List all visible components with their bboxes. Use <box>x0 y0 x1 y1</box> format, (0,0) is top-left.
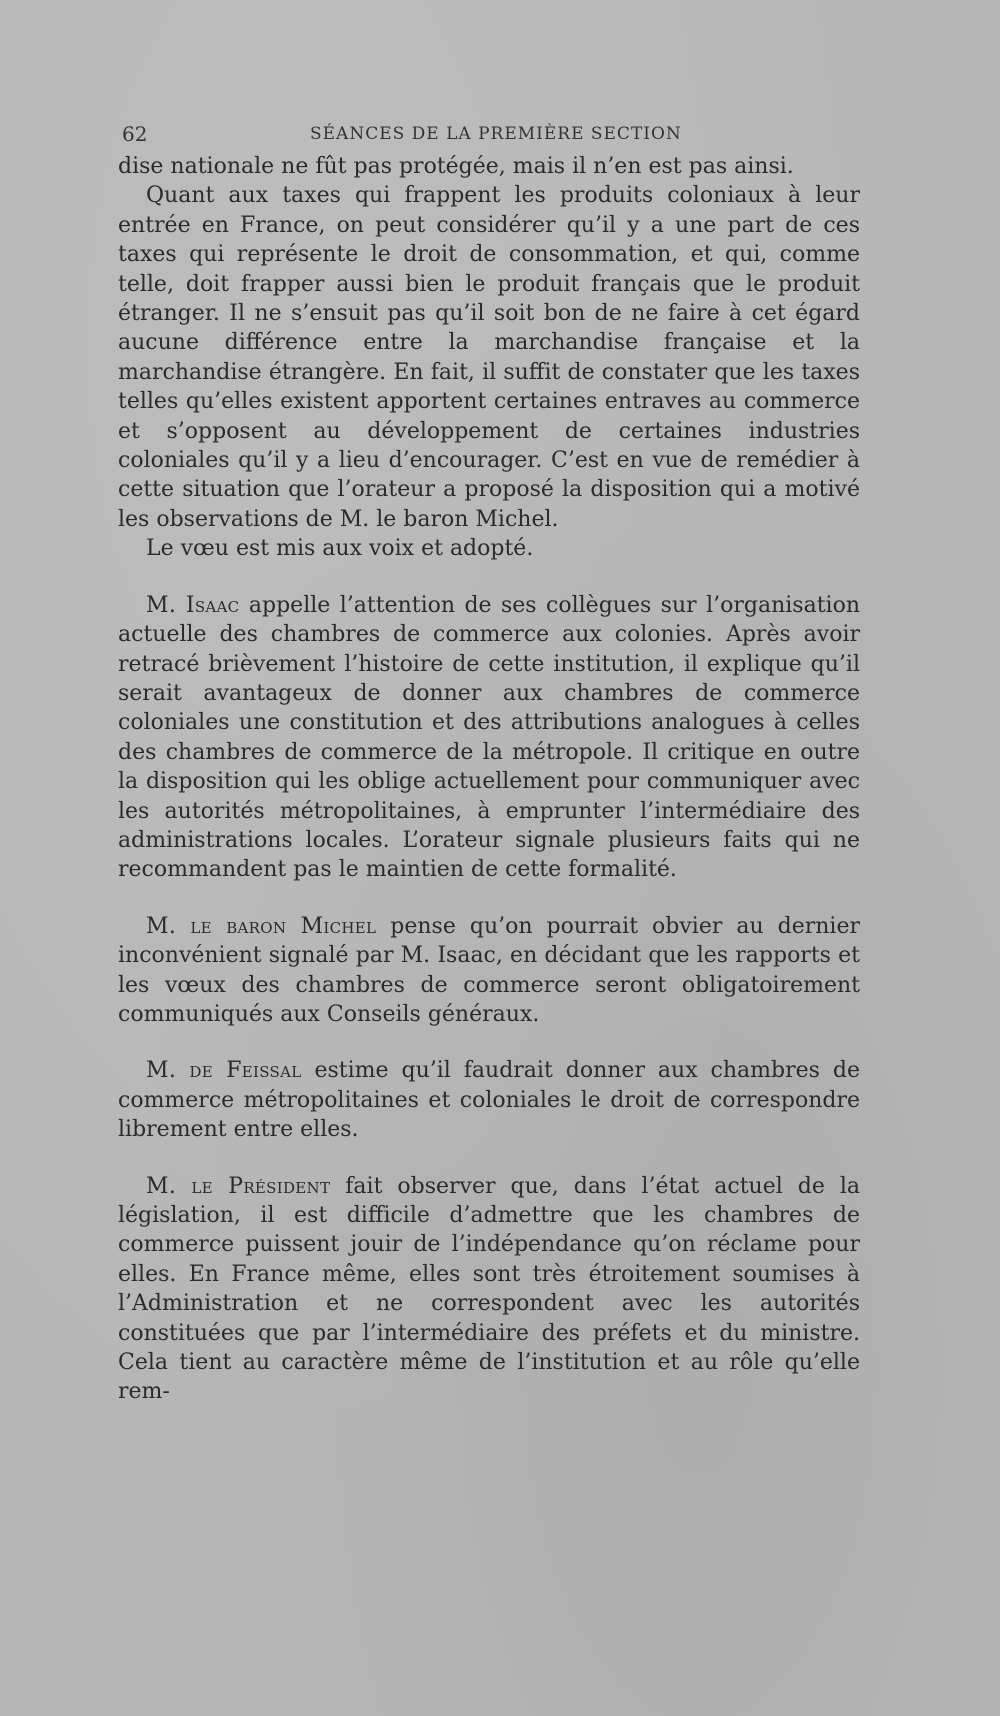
paragraph-isaac <box>118 591 860 885</box>
paragraph-de-feissal <box>118 1056 860 1144</box>
speaker-name: M. de Feissal <box>146 1058 302 1084</box>
page-number: 62 <box>122 122 148 146</box>
paragraph-text: appelle l’attention de ses collègues sur l’organisation actuelle des chambres de commerce aux colonies. Après avoir retracé brièvement l’histoire de cette institution, il explique qu’il serait avantageux de donner aux chambres de commerce coloniales une constitution et des attributions analogues à celles des chambres de commerce de la métropole. Il critique en outre la disposition qui les oblige actuellement pour communiquer avec les autorités métropolitaines, à emprunter l’intermédiaire des administrations locales. L’orateur signale plusieurs faits qui ne recommandent pas le maintien de cette formalité. <box>118 592 860 883</box>
paragraph-president <box>118 1172 860 1407</box>
paragraph-text: pense qu’on pourrait obvier au dernier inconvénient signalé par M. Isaac, en décidant que les rapports et les vœux des chambres de commerce seront obligatoirement communiqués aux Conseils généraux. <box>118 913 860 1027</box>
paragraph-text: estime qu’il faudrait donner aux chambres de commerce métropolitaines et coloniales le droit de correspondre librement entre elles. <box>118 1058 860 1143</box>
paragraph-vote-result <box>118 534 860 563</box>
speaker-name: M. le Président <box>146 1173 331 1199</box>
speaker-name: M. Isaac <box>146 592 240 618</box>
page <box>118 122 860 1407</box>
speaker-name: M. le baron Michel <box>146 913 377 939</box>
paragraph-baron-michel <box>118 912 860 1030</box>
section-title: SÉANCES DE LA PREMIÈRE SECTION <box>310 124 682 144</box>
paragraph-text: dise nationale ne fût pas protégée, mais il n’en est pas ainsi. <box>118 154 794 179</box>
paragraph-text: Quant aux taxes qui frappent les produits coloniaux à leur entrée en France, on peut considérer qu’il y a une part de ces taxes qui représente le droit de consommation, et qui, comme telle, doit frapper aussi bien le produit français que le produit étranger. Il ne s’ensuit pas qu’il soit bon de ne faire à cet égard aucune différence entre la marchandise française et la marchandise étrangère. En fait, il suffit de constater que les taxes telles qu’elles existent apportent certaines entraves au commerce et s’opposent au développement de certaines industries coloniales qu’il y a lieu d’encourager. C’est en vue de remédier à cette situation que l’orateur a proposé la disposition qui a motivé les observations de M. le baron Michel. <box>118 183 860 532</box>
paragraph-text: fait observer que, dans l’état actuel de la législation, il est difficile d’admettre que les chambres de commerce puissent jouir de l’indépendance qu’on réclame pour elles. En France même, elles sont très étroitement soumises à l’Administration et ne correspondent avec les autorités constituées que par l’intermédiaire des préfets et du ministre. Cela tient au caractère même de l’institution et au rôle qu’elle rem- <box>118 1173 860 1405</box>
paragraph-colonial-taxes <box>118 181 860 534</box>
running-head <box>118 122 860 152</box>
paragraph-text: Le vœu est mis aux voix et adopté. <box>146 536 534 562</box>
paragraph-continuation <box>118 152 860 181</box>
